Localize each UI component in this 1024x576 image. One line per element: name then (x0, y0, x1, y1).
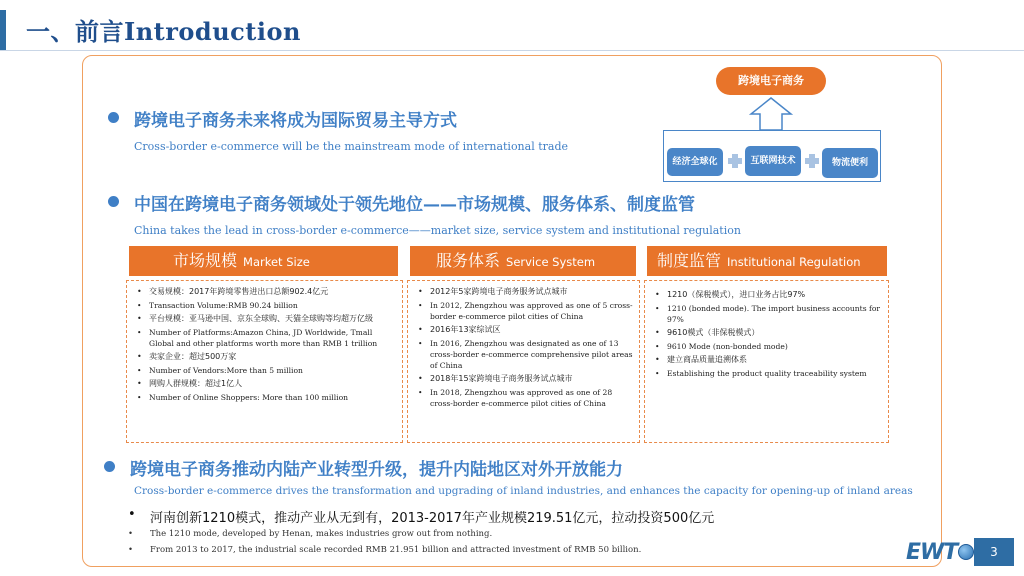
column-header-regulation (647, 246, 887, 276)
list-item: • Number of Online Shoppers: More than 100 million (131, 392, 398, 403)
list-item: • Number of Vendors:More than 5 million (131, 365, 398, 376)
list-item: • 2016年13家综试区 (412, 324, 635, 335)
list-item: • 1210 (bonded mode). The import business accounts for 97% (649, 303, 884, 325)
list-item: • Transaction Volume:RMB 90.24 billion (131, 300, 398, 311)
list-item: • 网购人群规模：超过1亿人 (131, 378, 398, 389)
list-item: • 1210（保税模式），进口业务占比97% (649, 289, 884, 300)
column-title-cn: 服务体系 (436, 251, 501, 270)
list-item: • In 2016, Zhengzhou was designated as one of 13 cross-border e-commerce comprehensive pilot areas of China (412, 338, 635, 371)
column-body-service-system (407, 280, 640, 443)
list-item: • 交易规模：2017年跨境零售进出口总额902.4亿元 (131, 286, 398, 297)
section3-item-text: The 1210 mode, developed by Henan, makes industries grow out from nothing. (150, 529, 493, 539)
logo-text: EWT (906, 540, 958, 565)
diagram-node-internet: 互联网技术 (745, 146, 801, 176)
list-item: • Establishing the product quality traceability system (649, 368, 884, 379)
bullet-icon (108, 112, 119, 123)
diagram-node-globalization: 经济全球化 (667, 148, 723, 176)
section3-subtitle: Cross-border e-commerce drives the transformation and upgrading of inland industries, and enhances the capacity for opening-up of inland areas (134, 485, 913, 497)
list-item: • Number of Platforms:Amazon China, JD Worldwide, Tmall Global and other platforms worth more than RMB 1 trillion (131, 327, 398, 349)
column-header-service-system (410, 246, 636, 276)
column-body-regulation (644, 280, 889, 443)
list-item: • In 2012, Zhengzhou was approved as one of 5 cross-border e-commerce pilot cities of China (412, 300, 635, 322)
list-item: • 9610 Mode (non-bonded mode) (649, 341, 884, 352)
section1-subtitle: Cross-border e-commerce will be the mainstream mode of international trade (134, 140, 569, 153)
section3-item (128, 545, 641, 555)
title-accent-bar (0, 10, 6, 50)
column-title-cn: 市场规模 (173, 251, 238, 270)
bullet-icon: • (128, 507, 136, 522)
bullet-icon: • (128, 529, 134, 539)
list-item: • In 2018, Zhengzhou was approved as one of 28 cross-border e-commerce pilot cities of China (412, 387, 635, 409)
list-item: • 9610模式（非保税模式） (649, 327, 884, 338)
list-item: • 平台规模：亚马逊中国、京东全球购、天猫全球购等均超万亿级 (131, 313, 398, 324)
bullet-icon: • (128, 545, 134, 555)
column-header-market-size (129, 246, 398, 276)
plus-icon (728, 154, 742, 168)
ewt-logo (906, 538, 976, 570)
section3-item (128, 507, 714, 526)
regulation-list (649, 289, 884, 379)
section2-heading: 中国在跨境电子商务领域处于领先地位——市场规模、服务体系、制度监管 (134, 195, 695, 215)
globe-icon (958, 544, 974, 560)
plus-icon (805, 154, 819, 168)
column-title-en: Service System (506, 255, 596, 269)
list-item: • 2018年15家跨境电子商务服务试点城市 (412, 373, 635, 384)
section3-item (128, 529, 492, 539)
section3-item-text: 河南创新1210模式，推动产业从无到有，2013-2017年产业规模219.51亿元，拉动投资500亿元 (150, 511, 715, 526)
page-number: 3 (974, 538, 1014, 566)
bullet-icon (104, 461, 115, 472)
title-bar (0, 10, 1024, 50)
list-item: • 2012年5家跨境电子商务服务试点城市 (412, 286, 635, 297)
title-divider (0, 50, 1024, 51)
list-item: • 卖家企业：超过500万家 (131, 351, 398, 362)
diagram-top-node: 跨境电子商务 (716, 67, 826, 95)
slide-title: 一、前言Introduction (26, 17, 301, 46)
column-title-en: Market Size (243, 255, 310, 269)
section3-item-text: From 2013 to 2017, the industrial scale recorded RMB 21.951 billion and attracted investment of RMB 50 billion. (150, 545, 642, 555)
list-item: • 建立商品质量追溯体系 (649, 354, 884, 365)
section3-heading: 跨境电子商务推动内陆产业转型升级，提升内陆地区对外开放能力 (130, 460, 623, 480)
column-title-cn: 制度监管 (657, 251, 722, 270)
section1-heading: 跨境电子商务未来将成为国际贸易主导方式 (134, 111, 457, 131)
bullet-icon (108, 196, 119, 207)
diagram-node-logistics: 物流便利 (822, 148, 878, 178)
section2-subtitle: China takes the lead in cross-border e-commerce——market size, service system and institutional regulation (134, 224, 741, 237)
column-title-en: Institutional Regulation (727, 255, 861, 269)
market-size-list (131, 286, 398, 403)
service-system-list (412, 286, 635, 409)
column-body-market-size (126, 280, 403, 443)
